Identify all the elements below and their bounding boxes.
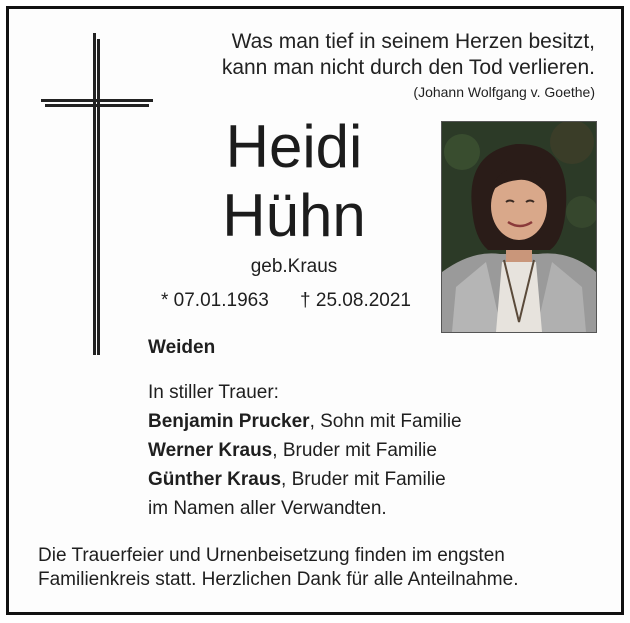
mourners-block bbox=[148, 378, 462, 523]
maiden-name: geb.Kraus bbox=[250, 256, 338, 277]
mourners-intro: In stiller Trauer: bbox=[148, 382, 279, 403]
death-date: † 25.08.2021 bbox=[300, 290, 411, 311]
mourner-relation: , Sohn mit Familie bbox=[309, 411, 462, 432]
residence-place: Weiden bbox=[148, 337, 216, 358]
birth-date: * 07.01.1963 bbox=[161, 290, 269, 311]
mourner-entry bbox=[148, 465, 462, 494]
funeral-notice bbox=[38, 544, 518, 592]
portrait-illustration bbox=[442, 122, 596, 332]
funeral-notice-line-1: Die Trauerfeier und Urnenbeisetzung finden im engsten bbox=[38, 545, 505, 566]
quote-block bbox=[222, 29, 595, 102]
quote-line-1: Was man tief in seinem Herzen besitzt, bbox=[231, 30, 595, 53]
mourner-relation: , Bruder mit Familie bbox=[272, 440, 437, 461]
funeral-notice-line-2: Familienkreis statt. Herzlichen Dank für alle Anteilnahme. bbox=[38, 569, 519, 590]
mourner-name: Benjamin Prucker bbox=[148, 411, 310, 432]
mourner-relation: , Bruder mit Familie bbox=[281, 469, 446, 490]
cross-horizontal-bar bbox=[41, 99, 153, 102]
mourners-closing: im Namen aller Verwandten. bbox=[148, 498, 387, 519]
last-name: Hühn bbox=[222, 182, 366, 249]
cross-vertical-bar-shadow bbox=[97, 39, 100, 355]
mourner-entry bbox=[148, 436, 462, 465]
obituary-frame bbox=[6, 6, 624, 615]
cross-horizontal-bar-shadow bbox=[45, 104, 149, 107]
mourner-entry bbox=[148, 407, 462, 436]
portrait-photo bbox=[441, 121, 597, 333]
quote-line-2: kann man nicht durch den Tod verlieren. bbox=[221, 56, 595, 79]
mourner-name: Günther Kraus bbox=[148, 469, 282, 490]
life-dates bbox=[161, 290, 411, 312]
first-name: Heidi bbox=[225, 113, 363, 180]
cross-vertical-bar bbox=[93, 33, 96, 355]
quote-author: (Johann Wolfgang v. Goethe) bbox=[413, 84, 595, 100]
mourner-name: Werner Kraus bbox=[148, 440, 273, 461]
